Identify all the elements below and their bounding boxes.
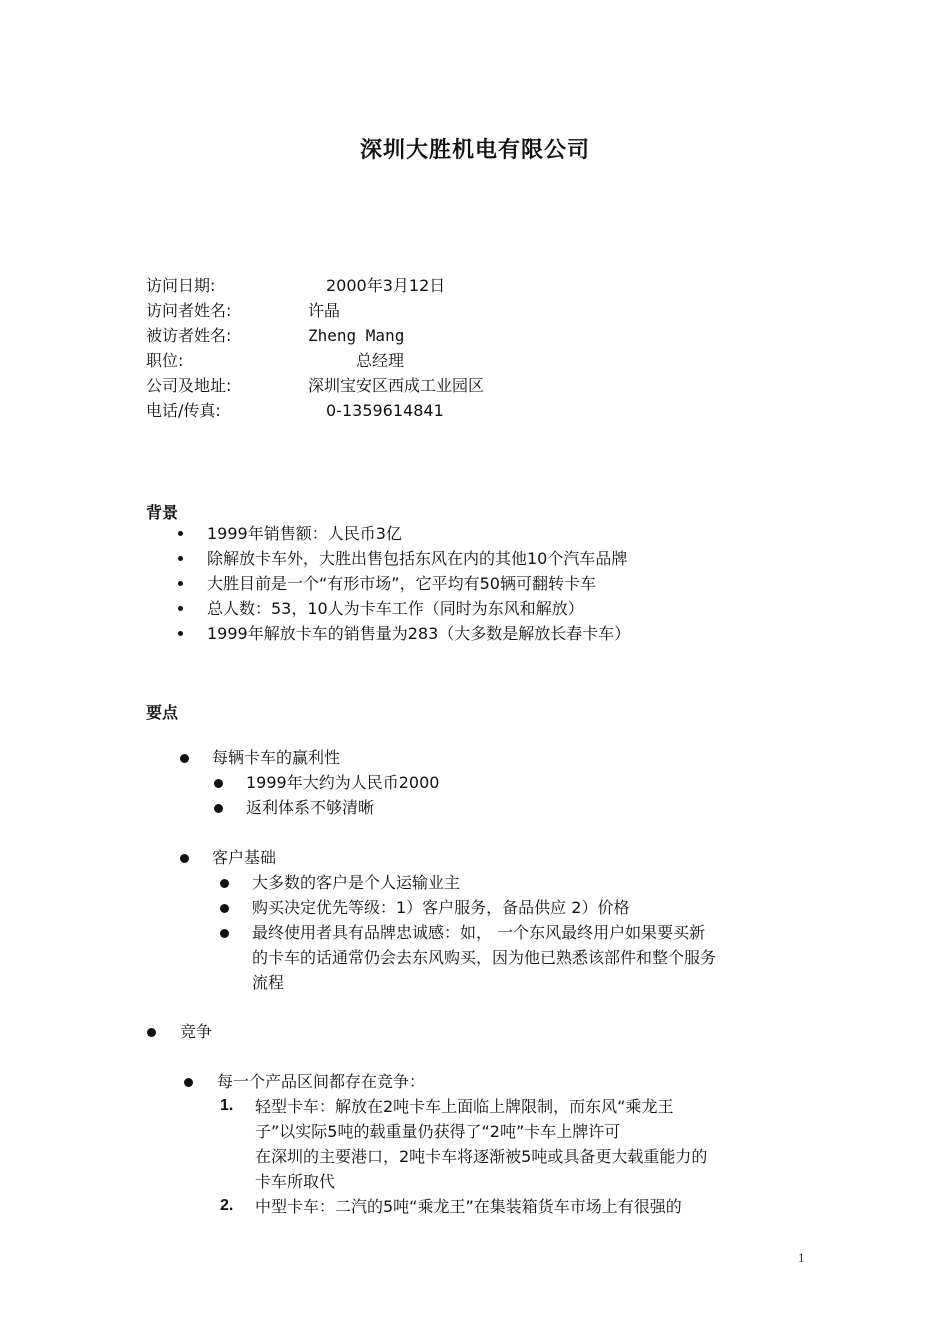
customers-item-continued: 流程 bbox=[252, 973, 285, 992]
bullet-icon bbox=[180, 754, 189, 763]
interviewee-value: Zheng Mang bbox=[308, 326, 405, 345]
bullet-icon bbox=[220, 929, 229, 938]
profit-item: 1999年大约为人民币2000 bbox=[246, 773, 440, 792]
bullet-icon bbox=[178, 606, 183, 611]
background-item: 总人数：53，10人为卡车工作（同时为东风和解放） bbox=[207, 599, 584, 618]
company-value: 深圳宝安区西成工业园区 bbox=[308, 376, 485, 395]
company-label: 公司及地址: bbox=[146, 376, 232, 395]
background-item: 大胜目前是一个“有形市场”，它平均有50辆可翻转卡车 bbox=[207, 574, 596, 593]
bullet-icon bbox=[220, 904, 229, 913]
list-number: 1. bbox=[220, 1097, 234, 1114]
profit-label: 每辆卡车的赢利性 bbox=[212, 748, 341, 767]
bullet-icon bbox=[214, 779, 223, 788]
bullet-icon bbox=[178, 556, 183, 561]
date-value: 2000年3月12日 bbox=[326, 276, 446, 295]
bullet-icon bbox=[178, 581, 183, 586]
bullet-icon bbox=[180, 854, 189, 863]
bullet-icon bbox=[178, 631, 183, 636]
bullet-icon bbox=[214, 804, 223, 813]
profit-item: 返利体系不够清晰 bbox=[246, 798, 375, 817]
key-points-heading: 要点 bbox=[146, 703, 179, 722]
position-label: 职位: bbox=[146, 351, 184, 370]
position-value: 总经理 bbox=[356, 351, 405, 370]
customers-item: 大多数的客户是个人运输业主 bbox=[252, 873, 461, 892]
competition-item-line: 子”以实际5吨的载重量仍获得了“2吨”卡车上牌许可 bbox=[255, 1122, 621, 1141]
background-item: 1999年销售额：人民币3亿 bbox=[207, 524, 402, 543]
date-label: 访问日期: bbox=[146, 276, 216, 295]
background-item: 1999年解放卡车的销售量为283（大多数是解放长春卡车） bbox=[207, 624, 631, 643]
interviewee-label: 被访者姓名: bbox=[146, 326, 232, 345]
customers-label: 客户基础 bbox=[212, 848, 277, 867]
phone-label: 电话/传真: bbox=[146, 401, 221, 420]
bullet-icon bbox=[147, 1028, 156, 1037]
phone-value: 0-1359614841 bbox=[326, 401, 444, 420]
list-number: 2. bbox=[220, 1197, 234, 1214]
competition-label: 竞争 bbox=[180, 1022, 213, 1041]
document-title: 深圳大胜机电有限公司 bbox=[359, 137, 590, 163]
competition-item-line: 卡车所取代 bbox=[255, 1172, 336, 1191]
visitor-label: 访问者姓名: bbox=[146, 301, 232, 320]
bullet-icon bbox=[178, 531, 183, 536]
competition-item-line: 中型卡车：二汽的5吨“乘龙王”在集装箱货车市场上有很强的 bbox=[255, 1197, 682, 1216]
page-number: 1 bbox=[798, 1250, 805, 1265]
customers-item-continued: 的卡车的话通常仍会去东风购买，因为他已熟悉该部件和整个服务 bbox=[252, 948, 717, 967]
background-item: 除解放卡车外，大胜出售包括东风在内的其他10个汽车品牌 bbox=[207, 549, 628, 568]
customers-item: 购买决定优先等级：1）客户服务，备品供应 2）价格 bbox=[252, 898, 630, 917]
customers-item: 最终使用者具有品牌忠诚感：如， 一个东风最终用户如果要买新 bbox=[252, 923, 706, 942]
competition-item-line: 在深圳的主要港口，2吨卡车将逐渐被5吨或具备更大载重能力的 bbox=[255, 1147, 708, 1166]
competition-sub-label: 每一个产品区间都存在竞争： bbox=[217, 1072, 426, 1091]
competition-item-line: 轻型卡车：解放在2吨卡车上面临上牌限制，而东风“乘龙王 bbox=[255, 1097, 674, 1116]
bullet-icon bbox=[184, 1078, 193, 1087]
bullet-icon bbox=[220, 879, 229, 888]
background-heading: 背景 bbox=[146, 503, 179, 522]
visitor-value: 许晶 bbox=[308, 301, 341, 320]
